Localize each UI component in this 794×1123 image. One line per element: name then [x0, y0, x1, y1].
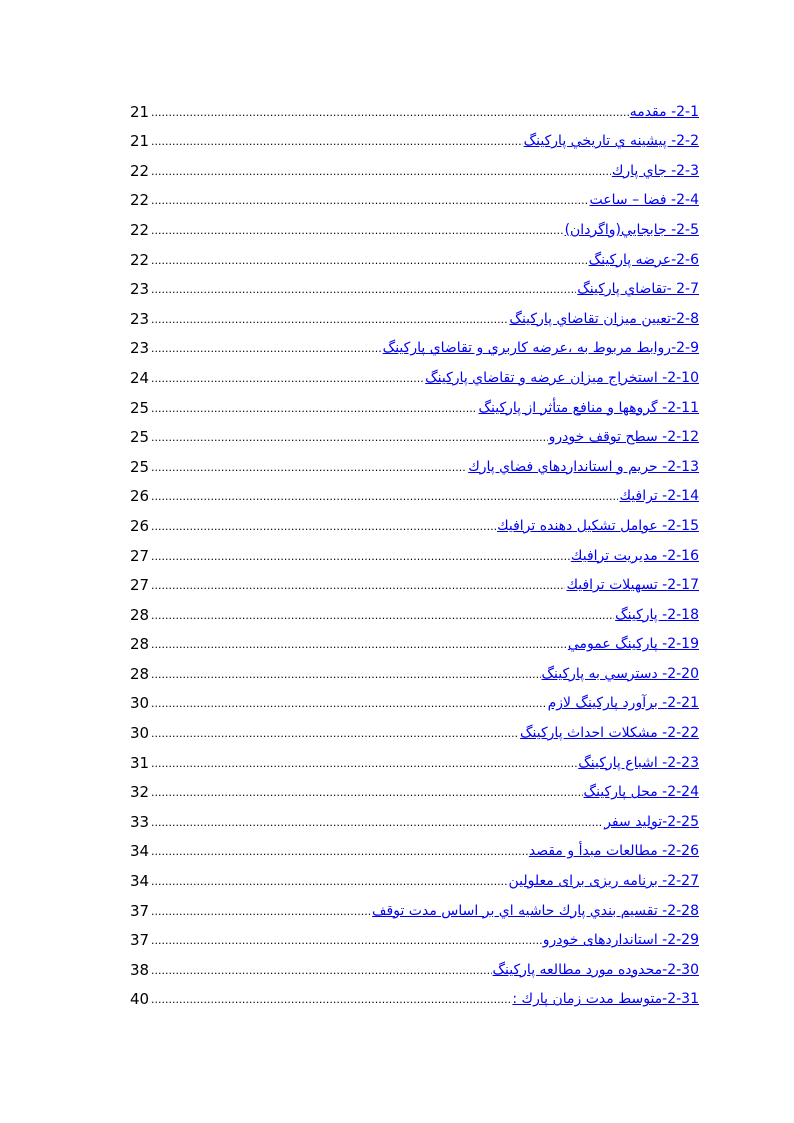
toc-page-number: 30 [130, 724, 150, 743]
toc-page-number: 22 [130, 161, 150, 180]
toc-link[interactable]: 2-20- دسترسي به پاركينگ [541, 665, 699, 682]
toc-link[interactable]: 2-30-محدوده مورد مطالعه پاركينگ [492, 961, 699, 978]
toc-dot-leader [151, 905, 371, 918]
toc-entry [130, 538, 699, 568]
toc-link[interactable]: 2-5- جابجايي(واگردان) [564, 221, 699, 238]
toc-link[interactable]: 2-14- ترافيك [619, 488, 699, 505]
toc-page-number: 23 [130, 339, 150, 358]
toc-link[interactable]: 2-8-تعيين ميزان تقاضاي پاركينگ [509, 310, 699, 327]
toc-entry [130, 272, 699, 302]
toc-link[interactable]: 2-23- اشباع پاركينگ [578, 754, 699, 771]
toc-dot-leader [151, 372, 424, 385]
toc-entry [130, 715, 699, 745]
toc-dot-leader [151, 550, 570, 563]
toc-dot-leader [151, 875, 508, 888]
toc-page-number: 37 [130, 901, 150, 920]
toc-entry [130, 804, 699, 834]
toc-link[interactable]: 2-9-روابط مربوط به ،عرضه كاربري و تقاضاي پاركينگ [382, 340, 699, 357]
toc-dot-leader [151, 845, 528, 858]
toc-dot-leader [151, 638, 567, 651]
toc-dot-leader [151, 520, 496, 533]
toc-page-number: 27 [130, 546, 150, 565]
toc-page-number: 22 [130, 220, 150, 239]
toc-link[interactable]: 2-10- استخراج ميزان عرضه و تقاضاي پاركينگ [425, 369, 699, 386]
toc-dot-leader [151, 431, 548, 444]
toc-page-number: 25 [130, 398, 150, 417]
toc-link[interactable]: 2-1- مقدمه [629, 103, 699, 120]
toc-entry [130, 508, 699, 538]
toc-entry [130, 656, 699, 686]
toc-link[interactable]: 2-12- سطح توقف خودرو [548, 429, 699, 446]
toc-entry [130, 627, 699, 657]
toc-link[interactable]: 2-3- جاي پارك [611, 162, 699, 179]
toc-dot-leader [151, 934, 542, 947]
toc-page-number: 30 [130, 694, 150, 713]
toc-page-number: 33 [130, 812, 150, 831]
toc-dot-leader [151, 283, 576, 296]
toc-link[interactable]: 2-15- عوامل تشكيل دهنده ترافيك [497, 517, 699, 534]
toc-dot-leader [151, 964, 492, 977]
toc-link[interactable]: 2-19- پاركينگ عمومي [567, 636, 699, 653]
toc-entry [130, 153, 699, 183]
toc-dot-leader [151, 816, 603, 829]
toc-page-number: 40 [130, 990, 150, 1009]
toc-entry [130, 834, 699, 864]
toc-entry [130, 568, 699, 598]
toc-page-number: 38 [130, 960, 150, 979]
toc-entry [130, 360, 699, 390]
toc-page-number: 23 [130, 280, 150, 299]
toc-dot-leader [151, 135, 523, 148]
toc-entry [130, 331, 699, 361]
toc-dot-leader [151, 727, 519, 740]
toc-dot-leader [151, 342, 382, 355]
toc-dot-leader [151, 402, 477, 415]
toc-link[interactable]: 2-4- فضا – ساعت [589, 192, 699, 209]
toc-link[interactable]: 2-6-عرضه پاركينگ [588, 251, 699, 268]
toc-link[interactable]: 2-16- مديريت ترافيك [570, 547, 699, 564]
toc-dot-leader [151, 106, 629, 119]
toc-entry [130, 124, 699, 154]
toc-entry [130, 212, 699, 242]
toc-entry [130, 923, 699, 953]
toc-dot-leader [151, 579, 565, 592]
toc-link[interactable]: 2-25-توليد سفر [604, 813, 699, 830]
toc-page-number: 26 [130, 516, 150, 535]
toc-link[interactable]: 2-28- تقسيم بندي پارك حاشيه اي بر اساس مدت توقف [372, 902, 699, 919]
toc-page-number: 34 [130, 842, 150, 861]
toc-entry [130, 183, 699, 213]
toc-dot-leader [151, 757, 577, 770]
toc-entry [130, 775, 699, 805]
toc-dot-leader [151, 668, 541, 681]
toc-entry [130, 745, 699, 775]
toc-page-number: 31 [130, 753, 150, 772]
toc-link[interactable]: 2-27- برنامه ريزی برای معلولين [508, 873, 699, 890]
toc-dot-leader [151, 194, 589, 207]
toc-dot-leader [151, 609, 614, 622]
toc-page-number: 21 [130, 132, 150, 151]
toc-dot-leader [151, 461, 467, 474]
toc-entry [130, 686, 699, 716]
toc-page-number: 25 [130, 457, 150, 476]
toc-dot-leader [151, 224, 564, 237]
toc-link[interactable]: 2-21- برآورد پاركينگ لازم [547, 695, 699, 712]
toc-entry [130, 242, 699, 272]
toc-page-number: 28 [130, 605, 150, 624]
toc-link[interactable]: 2-31-متوسط مدت زمان پارك : [512, 991, 699, 1008]
toc-dot-leader [151, 165, 611, 178]
toc-page-number: 27 [130, 576, 150, 595]
toc-entry [130, 420, 699, 450]
toc-entry [130, 597, 699, 627]
toc-page-number: 21 [130, 102, 150, 121]
toc-dot-leader [151, 490, 618, 503]
toc-entry [130, 893, 699, 923]
toc-entry [130, 94, 699, 124]
toc-link[interactable]: 2-11- گروهها و منافع متأثر از پاركينگ [478, 399, 699, 416]
toc-link[interactable]: 2-17- تسهيلات ترافيك [566, 577, 699, 594]
toc-entry [130, 982, 699, 1012]
toc-dot-leader [151, 786, 583, 799]
toc-page-number: 25 [130, 428, 150, 447]
toc-dot-leader [151, 313, 508, 326]
toc-page-number: 22 [130, 250, 150, 269]
toc-link[interactable]: 2-22- مشكلات احداث پاركينگ [520, 725, 699, 742]
toc-link[interactable]: 2-13- حريم و استانداردهاي فضاي پارك [468, 458, 699, 475]
toc-dot-leader [151, 254, 588, 267]
toc-link[interactable]: 2-18- پاركينگ [615, 606, 699, 623]
toc-page-number: 22 [130, 191, 150, 210]
toc-page-number: 34 [130, 872, 150, 891]
toc-link[interactable]: 2-29- استانداردهای خودرو [542, 932, 699, 949]
toc-entry [130, 301, 699, 331]
toc-page-number: 28 [130, 664, 150, 683]
toc-page-number: 24 [130, 368, 150, 387]
toc-dot-leader [151, 993, 511, 1006]
toc-link[interactable]: 2-2- پيشينه ي تاريخي پاركينگ [523, 133, 699, 150]
toc-entry [130, 449, 699, 479]
toc-entry [130, 863, 699, 893]
toc-entry [130, 479, 699, 509]
toc-page-number: 23 [130, 309, 150, 328]
toc-entry [130, 390, 699, 420]
toc-page-number: 32 [130, 783, 150, 802]
toc-dot-leader [151, 697, 547, 710]
toc-link[interactable]: 2-24- محل پاركينگ [583, 784, 699, 801]
toc-page-number: 28 [130, 635, 150, 654]
toc-link[interactable]: 2-7 -تقاضاي پاركينگ [577, 281, 699, 298]
toc-link[interactable]: 2-26- مطالعات مبدأ و مقصد [528, 843, 699, 860]
toc-entry [130, 952, 699, 982]
toc-page-number: 26 [130, 487, 150, 506]
table-of-contents [130, 94, 699, 1011]
toc-page-number: 37 [130, 931, 150, 950]
